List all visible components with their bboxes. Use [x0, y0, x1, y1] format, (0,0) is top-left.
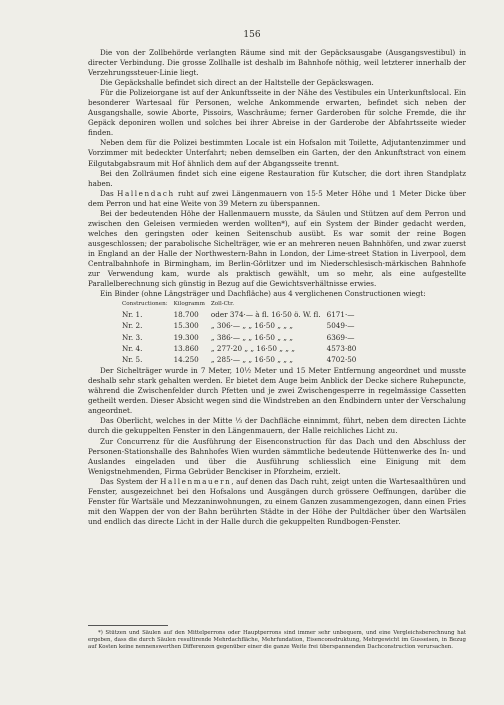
hallenmauern-pre: Das System der [100, 476, 158, 486]
cell-price: 4573·80 [326, 344, 357, 354]
cell-calc: „ 277·20 „ „ 16·50 „ „ „ [210, 344, 295, 354]
header-zoll-ctr: Zoll-Ctr. [210, 301, 235, 308]
cell-price: 6171·— [326, 309, 355, 319]
cell-nr: Nr. 3. [122, 332, 143, 342]
construction-table [122, 299, 362, 366]
cell-nr: Nr. 5. [122, 355, 143, 365]
header-constructions: Constructionen: [122, 301, 168, 308]
cell-calc: oder 374·— à fl. 16·50 ö. W. fl. [210, 309, 321, 319]
table-row [122, 332, 362, 343]
paragraph: Bei den Zollräumen findet sich eine eigene Restauration für Kutscher, die dort ihren Standplatz haben. [88, 168, 466, 188]
cell-kg: 15.300 [173, 321, 199, 331]
paragraph: Neben dem für die Polizei bestimmten Locale ist ein Hofsalon mit Toilette, Adjutantenzimmer und Vorzimmer mit bedeckter Unterfahrt; neben demselben ein Garten, der den Ankunftstract von einem Eilgutabgabsraum mit Hof ähnlich dem auf der Abgangsseite trennt. [88, 138, 466, 168]
table-row [122, 321, 362, 332]
paragraph: Die von der Zollbehörde verlangten Räume sind mit der Gepäcksausgabe (Ausgangsvestibul) in directer Verbindung. Die grosse Zollhalle ist deshalb im Bahnhofe nöthig, weil letzterer innerhalb der Verzehrungssteuer-Linie liegt. [88, 48, 466, 78]
cell-price: 5049·— [326, 321, 355, 331]
paragraph-hallenmauern [88, 477, 466, 527]
cell-kg: 18.700 [173, 309, 199, 319]
paragraph: Der Sichelträger wurde in 7 Meter, 10½ Meter und 15 Meter Entfernung angeordnet und musste deshalb sehr stark gehalten werden. Er bietet dem Auge beim Anblick der Decke sichere Ruhepuncte, während die Zwischenfelder durch Pfetten und je zwei Zwischengesperre in regelmässige Cassetten getheilt werden. Dieser Absicht wegen sind die Windstreben an den Endbindern unter der Verschalung angeordnet. [88, 366, 466, 416]
table-row [122, 309, 362, 320]
table-header-row [122, 299, 362, 309]
header-kilogramm: Kilogramm [173, 301, 205, 308]
paragraph: Zur Concurrenz für die Ausführung der Eisenconstruction für das Dach und den Abschluss der Personen-Stationshalle des Bahnhofes Wien wurden sämmtliche bedeutende Hüttenwerke des In- und Auslandes eingeladen und über die Ausführung schliesslich eine Einigung mit dem Wenigstnehmenden, Firma Gebrüder Benckiser in Pforzheim, erzielt. [88, 436, 466, 476]
hallendach-pre: Das [100, 188, 114, 198]
hallendach-post: ruht auf zwei Längenmauern von 15·5 Meter Höhe und 1 Meter Dicke über dem Perron und hat eine Weite von 39 Metern zu überspannen. [88, 188, 466, 208]
paragraph-hallendach [88, 189, 466, 209]
paragraph: Die Gepäckshalle befindet sich direct an der Haltstelle der Gepäckswagen. [100, 78, 374, 88]
page-number: 156 [243, 30, 261, 40]
footnote-divider [88, 625, 168, 626]
paragraph: Das Oberlicht, welches in der Mitte ⅓ der Dachfläche einnimmt, führt, neben dem directen Lichte durch die gekuppelten Fenster in den Längenmauern, der Halle reichliches Licht zu. [88, 416, 466, 436]
section-term-hallendach: Hallendach [117, 188, 175, 198]
footnote-text: *) Stützen und Säulen auf den Mittelperrons oder Hauptperrons sind immer sehr unbequem, und eine Vergleichsberechnung hat ergeben, dass die durch Säulen resultirende Mehrdachfläche, Mehrfundation, Eisenconsdruktung, Mehrgewicht im Gusseisen, in Bezug auf Kosten keine nennenswerthen Differenzen gegenüber einer die ganze Weite frei überspannenden Dachconstruction verursachen. [88, 630, 466, 650]
cell-kg: 13.860 [173, 344, 199, 354]
table-row [122, 355, 362, 366]
cell-calc: „ 386·— „ „ 16·50 „ „ „ [210, 332, 294, 342]
cell-nr: Nr. 2. [122, 321, 143, 331]
hallenmauern-post: , auf denen das Dach ruht, zeigt unten die Wartesaalthüren und Fenster, ausgezeichnet bei den Hofsalons und Ausgängen durch grössere Oeffnungen, darüber die Fenster für Wartsäle und Mezzaninwohnungen, zu einem Ganzen zusammengezogen, dann einen Fries mit den Wappen der von der Bahn berührten Städte in der Höhe der Pultdächer über den Wartsälen und endlich das directe Licht in der Halle durch die gekuppelten Rundbogen-Fenster. [88, 476, 466, 526]
cell-kg: 19.300 [173, 332, 199, 342]
footnote [88, 630, 466, 651]
cell-price: 4702·50 [326, 355, 357, 365]
cell-nr: Nr. 4. [122, 344, 143, 354]
paragraph: Für die Polizeiorgane ist auf der Ankunftsseite in der Nähe des Vestibules ein Unterkunftslocal. Ein besonderer Wartesaal für Personen, welche Ankommende erwarten, befindet sich neben der Ausgangshalle, sowie Aborte, Pissoirs, Waschräume; ferner Garderoben für solche Fremde, die ihr Gepäck deponiren wollen und solches bei ihrer Abreise in der Garderobe der Abfahrtsseite wieder finden. [88, 88, 466, 138]
cell-kg: 14.250 [173, 355, 199, 365]
cell-nr: Nr. 1. [122, 309, 143, 319]
table-row [122, 343, 362, 354]
cell-calc: „ 306·— „ „ 16·50 „ „ „ [210, 321, 294, 331]
cell-calc: „ 285·— „ „ 16·50 „ „ „ [210, 355, 294, 365]
section-term-hallenmauern: Hallenmauern [160, 476, 232, 486]
table-intro: Ein Binder (ohne Längsträger und Dachfläche) aus 4 verglichenen Constructionen wiegt: [100, 289, 426, 299]
cell-price: 6369·— [326, 332, 355, 342]
body-text [88, 48, 466, 527]
paragraph: Bei der bedeutenden Höhe der Hallenmauern musste, da Säulen und Stützen auf dem Perron und zwischen den Geleisen vermieden werden wollten*), auf ein System der Binder gedacht werden, welches den geringsten oder keinen Seitenschub ausübt. Es war somit der reine Bogen ausgeschlossen; der parabolische Sichelträger, wie er an mehreren neuen Bahnhöfen, und zwar zuerst in England an der Halle der Northwestern-Bahn in London, der Lime-street Station in Liverpool, dem Centralbahnhofe in Birmingham, im Berlin-Görlitzer und im Niederschlesisch-märkischen Bahnhofe zur Verwendung kam, wurde als praktisch gewählt, um so mehr, als eine aufgestellte Parallelberechnung sich günstig in Bezug auf die Gewichtsverhältnisse erwies. [88, 208, 466, 289]
